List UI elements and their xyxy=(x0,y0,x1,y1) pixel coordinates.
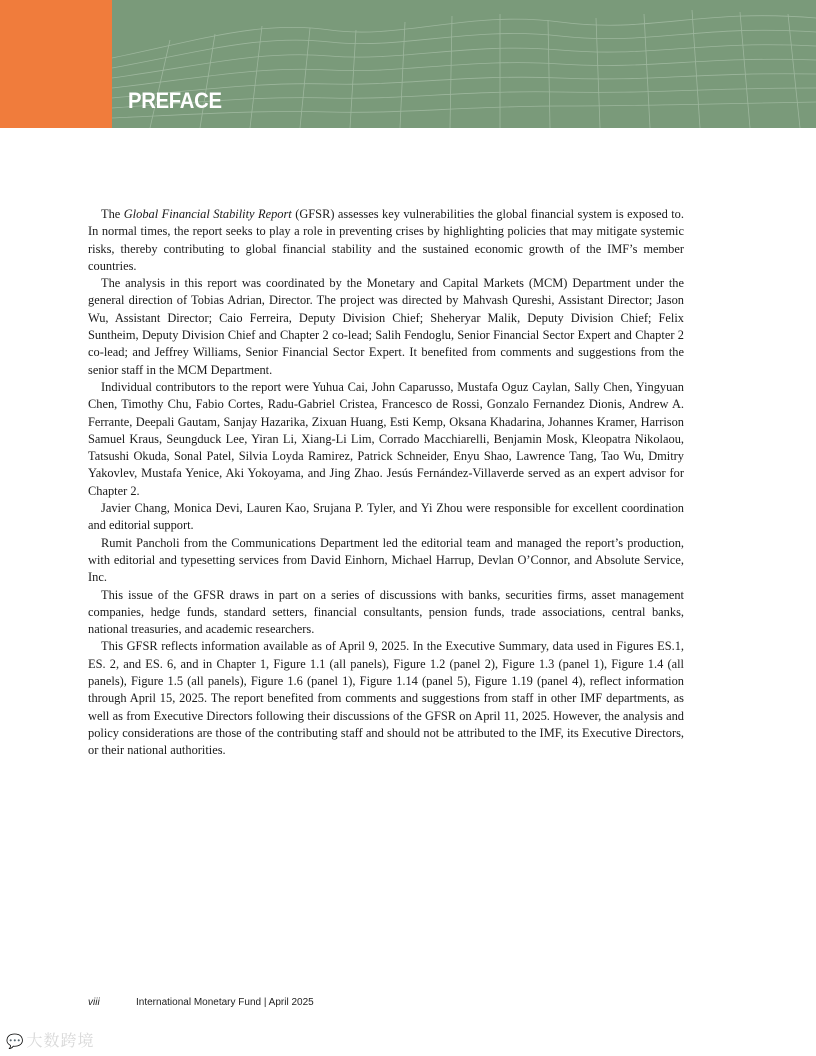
paragraph-intro: The Global Financial Stability Report (GFSR) assesses key vulnerabilities the global financial system is exposed to. In normal times, the report seeks to play a role in preventing crises by highlighting policies that may mitigate systemic risks, thereby contributing to global financial stability and the sustained economic growth of the IMF’s member countries. xyxy=(88,207,684,273)
watermark-logo-icon: 💬 xyxy=(6,1034,25,1050)
paragraph-coordination: The analysis in this report was coordinated by the Monetary and Capital Markets (MCM) Department under the general direction of Tobias Adrian, Director. The project was directed by Mahvash Qureshi, Assistant Director; Jason Wu, Assistant Director; Caio Ferreira, Deputy Division Chief; Sheheryar Malik, Deputy Division Chief; Felix Suntheim, Deputy Division Chief and Chapter 2 co-lead; Salih Fendoglu, Senior Financial Sector Expert and Chapter 2 co-lead; and Jeffrey Williams, Senior Financial Sector Expert. It benefited from comments and suggestions from the senior staff in the MCM Department. xyxy=(88,276,684,377)
watermark-text: 大数跨境 xyxy=(26,1031,95,1050)
page-footer xyxy=(88,997,314,1008)
watermark xyxy=(6,1028,94,1051)
orange-accent-block xyxy=(0,0,112,128)
report-title: Global Financial Stability Report xyxy=(123,207,292,221)
preface-body xyxy=(88,206,684,760)
wireframe-landscape-icon xyxy=(0,0,816,128)
page-number: viii xyxy=(88,997,100,1008)
paragraph-data-cutoff: This GFSR reflects information available as of April 9, 2025. In the Executive Summary, data used in Figures ES.1, ES. 2, and ES. 6, and in Chapter 1, Figure 1.1 (all panels), Figure 1.2 (panel 2), Figure 1.3 (panel 1), Figure 1.4 (all panels), Figure 1.5 (all panels), Figure 1.6 (panel 1), Figure 1.14 (panel 5), Figure 1.19 (panel 4), reflect information through April 15, 2025. The report benefited from comments and suggestions from staff in other IMF departments, as well as from Executive Directors following their discussions of the GFSR on April 11, 2025. However, the analysis and policy considerations are those of the contributing staff and should not be attributed to the IMF, its Executive Directors, or their national authorities. xyxy=(88,639,684,758)
footer-source: International Monetary Fund | April 2025 xyxy=(136,997,314,1008)
page-title: PREFACE xyxy=(128,88,222,113)
header-banner xyxy=(0,0,816,128)
paragraph-coordination-support: Javier Chang, Monica Devi, Lauren Kao, Srujana P. Tyler, and Yi Zhou were responsible for excellent coordination and editorial support. xyxy=(88,501,684,533)
paragraph-editorial: Rumit Pancholi from the Communications Department led the editorial team and managed the report’s production, with editorial and typesetting services from David Einhorn, Michael Harrup, Devlan O’Connor, and Absolute Service, Inc. xyxy=(88,535,684,585)
paragraph-contributors: Individual contributors to the report were Yuhua Cai, John Caparusso, Mustafa Oguz Caylan, Sally Chen, Yingyuan Chen, Timothy Chu, Fabio Cortes, Radu-Gabriel Cristea, Francesco de Rossi, Gonzalo Fernandez Dionis, Andrew A. Ferrante, Deepali Gautam, Sanjay Hazarika, Zixuan Huang, Esti Kemp, Oksana Khadarina, Johannes Kramer, Harrison Samuel Kraus, Seungduck Lee, Yiran Li, Xiang-Li Lim, Corrado Macchiarelli, Benjamin Mosk, Kleopatra Nikolaou, Tatsushi Okuda, Sonal Patel, Silvia Loyda Ramirez, Patrick Schneider, Enyu Shao, Lawrence Tang, Tao Wu, Dmitry Yakovlev, Mustafa Yenice, Aki Yokoyama, and Jing Zhao. Jesús Fernández-Villaverde served as an expert advisor for Chapter 2. xyxy=(88,379,684,498)
paragraph-discussions: This issue of the GFSR draws in part on a series of discussions with banks, securities firms, asset management companies, hedge funds, standard setters, financial consultants, pension funds, trade associations, central banks, national treasuries, and academic researchers. xyxy=(88,587,684,637)
